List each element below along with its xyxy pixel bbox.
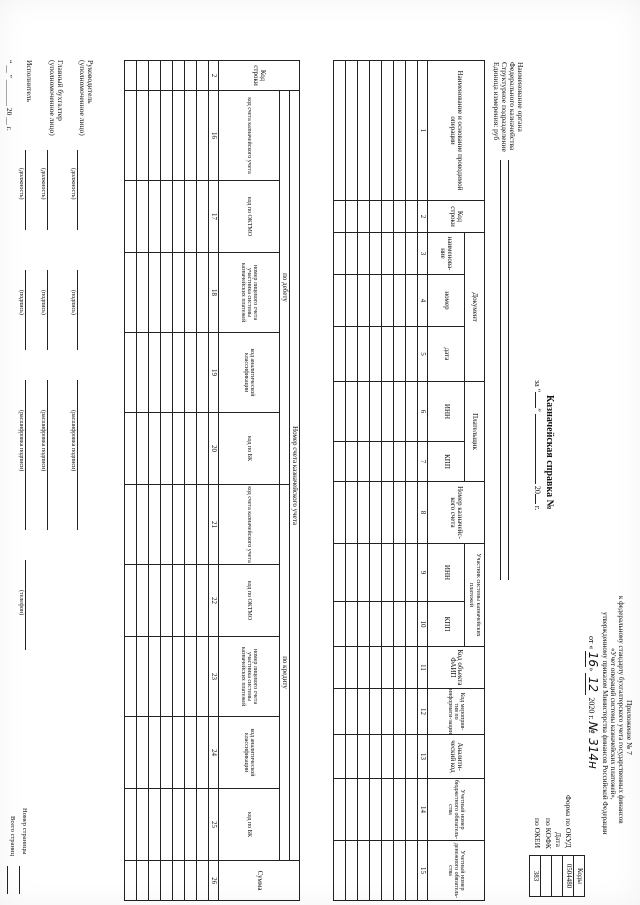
table-row bbox=[370, 61, 382, 901]
appendix-date-line: от « 16» 12 2020 г. № 314н bbox=[586, 636, 600, 769]
payer-inn: ИНН bbox=[428, 382, 465, 442]
col-budget-no: Учетный номер бюджетного обязатель-ства bbox=[428, 779, 485, 841]
col-account-no: Номер казначейс-кого счета bbox=[428, 482, 485, 544]
table-row bbox=[406, 61, 418, 901]
doc-date: дата bbox=[428, 327, 465, 382]
col-payer: Плательщик bbox=[465, 382, 485, 482]
participant-inn: ИНН bbox=[428, 544, 465, 602]
sig-executor-label: Исполнитель bbox=[25, 60, 34, 102]
sig-chief-sub: (уполномоченное лицо) bbox=[48, 60, 57, 136]
table-row bbox=[149, 61, 161, 901]
appendix-line-2: к федеральному стандарту бухгалтерского учета государственных финансов bbox=[617, 596, 625, 824]
payer-kpp: КПП bbox=[428, 442, 465, 482]
org-line-4: Единица измерения: руб bbox=[492, 62, 501, 141]
participant-kpp: КПП bbox=[428, 602, 465, 647]
appendix-line-1: Приложение № 7 bbox=[625, 700, 634, 755]
page-title: Казначейская справка № bbox=[544, 395, 555, 510]
okei-label: по ОКЕИ bbox=[533, 818, 542, 849]
handwritten-month: 12 bbox=[585, 673, 600, 695]
table-row bbox=[382, 61, 394, 901]
lower-col-code: Код строки bbox=[219, 61, 300, 91]
rotated-form: Приложение № 7 к федеральному стандарту бухгалтерского учета государственных финансов «Учет операций системы казначейских платежей», утвержденному приказом Министерства финансов Российской Федерации от « 16» 12 2020 г. № 314н Коды 0504480 383 Форма по ОКУД Дата по КОФК по ОКЕИ Казначейская справка № за “” 20 г. Наименование органа Федерального казначейства Структурное подразделение Единица измерения: руб Наименование и основание проводимой операции Код строки Документ Плательщик Номер казначейс-кого счета Участник системы казначейских платежей Код объекта ФАИП Код мероприя-тия по информати-зации Аналити-ческий код Учетный номер бюджетного обязатель-ства Учетный номер денежного обязатель-ства наименова-ние номер дата ИНН КПП ИНН КПП 1 2 3 4 5 6 7 8 9 10 11 12 13 14 15 Код строки Номер счета казначейского учета Сумма по дебету по кредиту код счета казначейского учета код по ОКТМО номер лицевого счета участника системы казначейских платежей код аналитической классификации код по БК код счета казначейского учета код по ОКТМО номер лицевого счета участника системы казначейских платежей код аналитической классификации код по БК 2 16 17 18 19 20 21 22 23 24 25 26 Руководитель (уполномоченное лицо) (должность) (подпись) (расшифровка подписи) Главный бухгалтер (уполномоченное лицо) (должность) (подпись) (расшифровка подписи) Исполнитель (должность) (подпись) (расшифровка подписи) (телефон) “ __ ” _______ 20 __ г. Номер страницы Всего страниц bbox=[0, 0, 640, 905]
appendix-line-4: утвержденному приказом Министерства финансов Российской Федерации bbox=[601, 612, 609, 835]
col-document: Документ bbox=[465, 233, 485, 382]
col-name: Наименование и основание проводимой операции bbox=[428, 61, 485, 201]
debit-header: по дебету bbox=[280, 91, 290, 485]
date-label: Дата bbox=[554, 832, 563, 847]
table-row bbox=[334, 61, 346, 901]
lower-table: Код строки Номер счета казначейского учета Сумма по дебету по кредиту код счета казначейского учета код по ОКТМО номер лицевого счета участника системы казначейских платежей код аналитической классификации код по БК код счета казначейского учета код по ОКТМО номер лицевого счета участника системы казначейских платежей код аналитической классификации код по БК 2 16 17 18 19 20 21 22 23 24 25 26 bbox=[124, 60, 300, 901]
doc-name: наименова-ние bbox=[428, 233, 465, 275]
col-analytic: Аналити-ческий код bbox=[428, 735, 485, 779]
col-event-code: Код мероприя-тия по информати-зации bbox=[428, 689, 485, 735]
org-line-2: Федерального казначейства bbox=[508, 62, 517, 151]
title-date: за “” 20 г. bbox=[533, 380, 542, 511]
table-row bbox=[394, 61, 406, 901]
appendix-line-3: «Учет операций системы казначейских платежей», bbox=[609, 648, 617, 800]
col-money-no: Учетный номер денежного обязатель-ства bbox=[428, 841, 485, 901]
upper-table bbox=[333, 60, 485, 901]
table-row bbox=[161, 61, 173, 901]
table-row bbox=[125, 61, 137, 901]
table-row bbox=[197, 61, 209, 901]
okud-label: Форма по ОКУД bbox=[564, 795, 573, 848]
total-pages-label: Всего страниц bbox=[9, 816, 16, 856]
handwritten-day: 16 bbox=[586, 651, 600, 668]
table-row bbox=[358, 61, 370, 901]
header-number-row: 1 2 3 4 5 6 7 8 9 10 11 12 13 14 15 bbox=[418, 61, 428, 901]
codes-box: Коды 0504480 383 bbox=[529, 855, 585, 897]
sig-date: “ __ ” _______ 20 __ г. bbox=[5, 60, 14, 131]
lower-number-row: 2 16 17 18 19 20 21 22 23 24 25 26 bbox=[209, 61, 219, 901]
doc-number: номер bbox=[428, 275, 465, 327]
col-sum: Сумма bbox=[219, 861, 300, 901]
credit-header: по кредиту bbox=[280, 485, 290, 861]
col-code: Код строки bbox=[428, 201, 485, 233]
org-line-1: Наименование органа bbox=[516, 62, 525, 132]
table-row bbox=[346, 61, 358, 901]
col-faip: Код объекта ФАИП bbox=[428, 647, 485, 689]
org-line-3: Структурное подразделение bbox=[500, 62, 509, 152]
account-header: Номер счета казначейского учета bbox=[290, 91, 300, 861]
sig-head-sub: (уполномоченное лицо) bbox=[78, 60, 87, 136]
table-row bbox=[137, 61, 149, 901]
col-participant: Участник системы казначейских платежей bbox=[465, 544, 485, 647]
table-row bbox=[173, 61, 185, 901]
page-number-label: Номер страницы bbox=[21, 808, 28, 855]
sig-chief-label: Главный бухгалтер bbox=[56, 60, 65, 121]
sig-head-label: Руководитель bbox=[86, 60, 95, 104]
kofk-label: по КОФК bbox=[544, 818, 553, 849]
table-row bbox=[185, 61, 197, 901]
